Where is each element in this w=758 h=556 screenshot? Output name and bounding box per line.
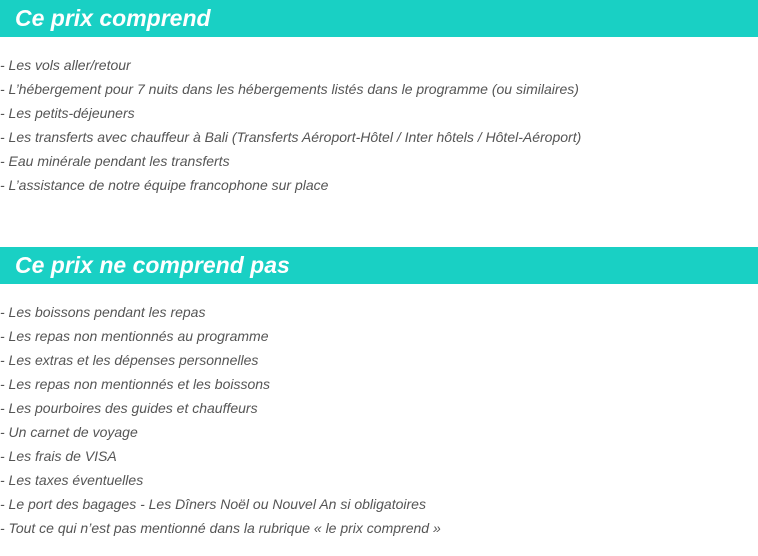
excluded-section (0, 247, 758, 540)
included-item: - L’hébergement pour 7 nuits dans les hébergements listés dans le programme (ou similaires) (0, 81, 579, 97)
excluded-item: - Les boissons pendant les repas (0, 304, 206, 320)
included-section (0, 0, 758, 197)
excluded-item: - Les frais de VISA (0, 448, 117, 464)
excluded-item: - Les extras et les dépenses personnelles (0, 352, 259, 368)
included-item: - L’assistance de notre équipe francophone sur place (0, 177, 329, 193)
excluded-item: - Les pourboires des guides et chauffeurs (0, 400, 258, 416)
included-item: - Eau minérale pendant les transferts (0, 153, 230, 169)
excluded-item: - Les repas non mentionnés et les boissons (0, 376, 271, 392)
excluded-list (0, 300, 758, 540)
excluded-item: - Le port des bagages - Les Dîners Noël ou Nouvel An si obligatoires (0, 496, 426, 512)
included-item: - Les transferts avec chauffeur à Bali (Transferts Aéroport-Hôtel / Inter hôtels / Hôtel-Aéroport) (0, 129, 582, 145)
excluded-item: - Les taxes éventuelles (0, 472, 144, 488)
excluded-item: - Tout ce qui n’est pas mentionné dans la rubrique « le prix comprend » (0, 520, 441, 536)
included-list (0, 53, 758, 197)
excluded-heading: Ce prix ne comprend pas (0, 247, 758, 284)
included-item: - Les petits-déjeuners (0, 105, 135, 121)
excluded-item: - Un carnet de voyage (0, 424, 138, 440)
included-heading: Ce prix comprend (0, 0, 758, 37)
included-item: - Les vols aller/retour (0, 57, 131, 73)
excluded-item: - Les repas non mentionnés au programme (0, 328, 269, 344)
